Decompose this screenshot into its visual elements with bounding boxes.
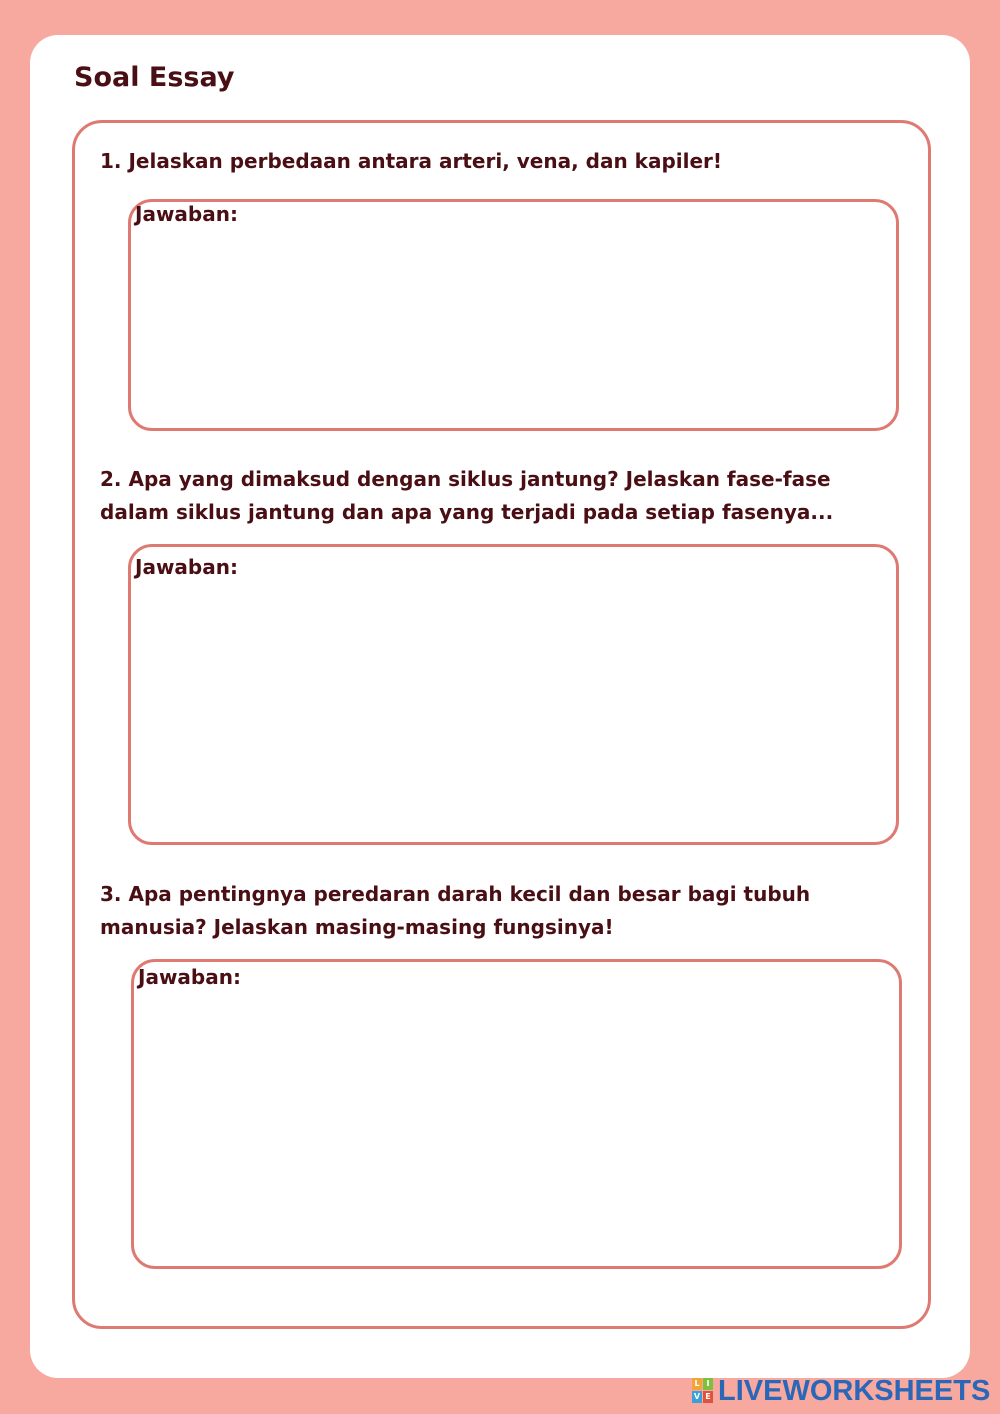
liveworksheets-logo	[692, 1374, 990, 1408]
logo-text: LIVEWORKSHEETS	[718, 1374, 991, 1407]
answer-box-2[interactable]	[128, 544, 899, 845]
answer-label-2: Jawaban:	[135, 555, 238, 579]
answer-box-1[interactable]	[128, 199, 899, 431]
answer-label-3: Jawaban:	[138, 965, 241, 989]
question-3-text: 3. Apa pentingnya peredaran darah kecil dan besar bagi tubuh manusia? Jelaskan masing-masing fungsinya!	[100, 882, 811, 939]
question-2-text: 2. Apa yang dimaksud dengan siklus jantung? Jelaskan fase-fase dalam siklus jantung dan apa yang terjadi pada setiap fasenya...	[100, 467, 834, 524]
question-1-text: 1. Jelaskan perbedaan antara arteri, vena, dan kapiler!	[100, 149, 723, 173]
answer-label-1: Jawaban:	[135, 202, 238, 226]
answer-box-3[interactable]	[131, 959, 902, 1269]
logo-mark-icon: L I V E	[692, 1378, 714, 1404]
page-title: Soal Essay	[74, 62, 235, 93]
